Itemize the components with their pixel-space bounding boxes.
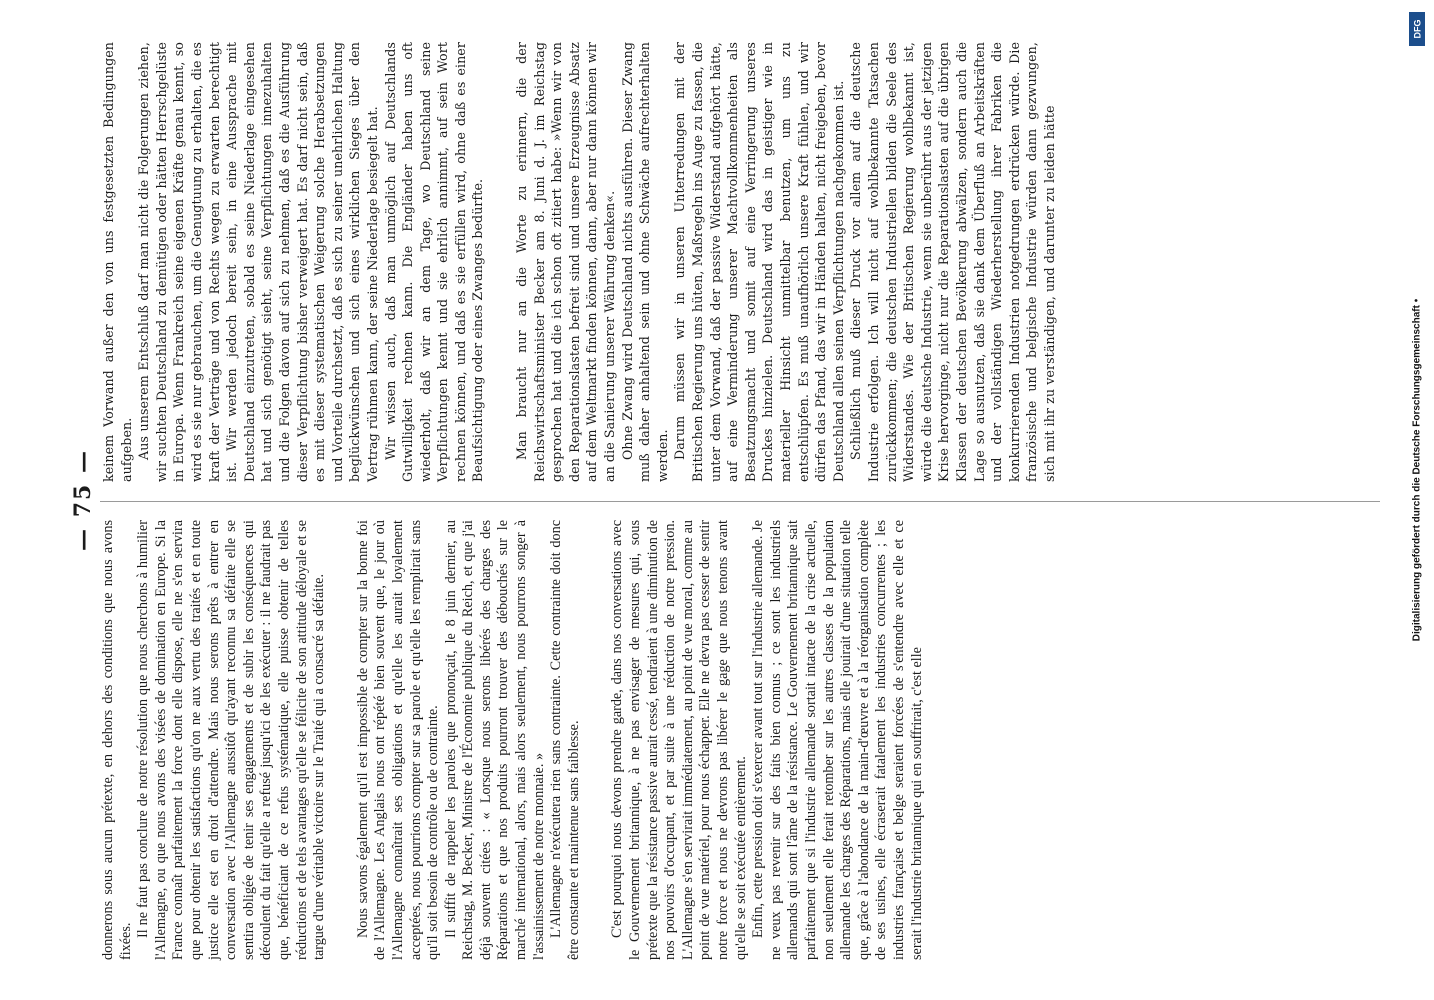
dfg-logo-text: DFG [1412, 19, 1422, 39]
german-paragraph: Schließlich muß dieser Druck vor allem auf die deutsche Industrie erfolgen. Ich will nicht auf wohlbekannte Tatsachen zurückkommen; die deutschen Industriellen bilden die Seele des Widerstandes. Wie der Britischen Regierung wohlbekannt ist, würde die deutsche Industrie, wenn sie unberührt aus der jetzigen Krise hervorginge, nicht nur die Reparationslasten auf die übrigen Klassen der deutschen Bevölkerung abwälzen, sondern auch die Lage so ausnutzen, daß sie dank dem Überfluß an Arbeitskräften und der vollständigen Wiederherstellung ihrer Fabriken die konkurrierenden Industrien notgedrungen erdrücken würde. Die französische und belgische Industrie würden dann gezwungen, sich mit ihr zu verständigen, und darunter zu leiden hätte [848, 42, 1057, 482]
french-paragraph: Nous savons également qu'il est impossible de compter sur la bonne foi de l'Allemagne. Les Anglais nous ont répété bien souvent que, le jour où l'Allemagne connaîtrait ses obligations et qu'elle les aurait loyalement acceptées, nous pourrions compter sur sa parole et qu'elle les remplirait sans qu'il soit besoin de contrôle ou de contrainte. [354, 520, 442, 960]
french-paragraph: Il ne faut pas conclure de notre résolution que nous cherchons à humilier l'Allemagne, ou que nous avons des visées de domination en Europe. Si la France connaît parfaitement la force dont elle dispose, elle ne s'en servira que pour obtenir les satisfactions qu'on ne aux vertu des traités et en toute justice elle est en droit d'attendre. Mais nous serons prêts à entrer en conversation avec l'Allemagne aussitôt qu'ayant reconnu sa défaite elle se sentira obligée de tenir ses engagements et de subir les conséquences qui découlent du fait qu'elle a refusé jusqu'ici de les exécuter : il ne faudrait pas que, bénéficiant de ce refus systématique, elle puisse obtenir de telles réductions et de tels avantages qu'elle se félicite de son attitude déloyale et se targue d'une véritable victoire sur le Traité qui a consacré sa défaite. [135, 520, 328, 960]
french-paragraph: Il suffit de rappeler les paroles que prononçait, le 8 juin dernier, au Reichstag, M. Becker, Ministre de l'Économie publique du Reich, et que j'ai déjà souvent citées : « Lorsque nous serons libérés des charges des Réparations et que nos produits pourront trouver des débouchés sur le marché international, alors, mais alors seulement, nous pourrons songer à l'assainissement de notre monnaie. » [442, 520, 547, 960]
page-number: — 75 — [70, 449, 96, 551]
french-paragraph: L'Allemagne n'exécutera rien sans contrainte. Cette contrainte doit donc être constante et maintenue sans faiblesse. [548, 520, 582, 960]
german-paragraph: keinem Vorwand außer den von uns festgesetzten Bedingungen aufgeben. [101, 42, 134, 482]
french-column [100, 520, 926, 960]
digitization-credit-text: Digitalisierung gefördert durch die Deutsche Forschungsgemeinschaft • [1411, 298, 1423, 642]
french-paragraph: donnerons sous aucun prétexte, en dehors des conditions que nous avons fixées. [100, 520, 134, 960]
column-divider [100, 501, 1380, 502]
french-paragraph: Enfin, cette pression doit s'exercer avant tout sur l'industrie allemande. Je ne veux pas revenir sur des faits bien connus ; ce sont les industriels allemands qui sont l'âme de la résistance. Le Gouvernement britannique sait parfaitement que si l'industrie allemande sortait intacte de la crise actuelle, non seulement elle ferait retomber sur les autres classes de la population allemande les charges des Réparations, mais elle jouirait d'une situation telle que, grâce à l'abondance de la main-d'œuvre et à la réorganisation complète de ses usines, elle écraserait fatalement les industries concurrentes ; les industries française et belge seraient forcées de s'entendre avec elle et ce serait l'industrie britannique qui en souffrirait, c'est elle [750, 520, 925, 960]
german-paragraph: Man braucht nur an die Worte zu erinnern, die der Reichswirtschaftsminister Becker am 8. Juni d. J. im Reichstag gesprochen hat und die ich schon oft zitiert habe: »Wenn wir von den Reparationslasten befreit sind und unsere Erzeugnisse Absatz auf dem Weltmarkt finden können, dann, aber nur dann können wir an die Sanierung unserer Währung denken«. [514, 42, 618, 482]
german-paragraph: Aus unserem Entschluß darf man nicht die Folgerungen ziehen, wir suchten Deutschland zu demütigen oder hätten Herrschgelüste in Europa. Wenn Frankreich seine eigenen Kräfte genau kennt, so wird es sie nur gebrauchen, um die Genugtuung zu erhalten, die es kraft der Verträge und von Rechts wegen zu erwarten berechtigt ist. Wir werden jedoch bereit sein, in eine Aussprache mit Deutschland einzutreten, sobald es seine Niederlage eingesehen hat und sich genötigt sieht, seine Verpflichtungen innezuhalten und die Folgen davon auf sich zu nehmen, daß es die Ausführung dieser Verpflichtung bisher verweigert hat. Es darf nicht sein, daß es mit dieser systematischen Weigerung solche Herabsetzungen und Vorteile durchsetzt, daß es sich zu seiner unehrlichen Haltung beglückwünschen und sich eines wirklichen Sieges über den Vertrag rühmen kann, der seine Niederlage besiegelt hat. [136, 42, 380, 482]
german-column [100, 42, 1058, 482]
german-paragraph: Ohne Zwang wird Deutschland nichts ausführen. Dieser Zwang muß daher anhaltend sein und ohne Schwäche aufrechterhalten werden. [619, 42, 670, 482]
german-paragraph: Wir wissen auch, daß man unmöglich auf Deutschlands Gutwilligkeit rechnen kann. Die Engländer haben uns oft wiederholt, daß wir an dem Tage, wo Deutschland seine Verpflichtungen kennt und sie ehrlich annimmt, auf sein Wort rechnen können, und daß es sie erfüllen wird, ohne daß es einer Beaufsichtigung oder eines Zwanges bedürfte. [382, 42, 486, 482]
french-paragraph: C'est pourquoi nous devons prendre garde, dans nos conversations avec le Gouvernement britannique, à ne pas envisager de mesures qui, sous prétexte que la résistance passive aurait cessé, tendraient à une diminution de nos pouvoirs d'occupant, et par suite à une réduction de notre pression. L'Allemagne s'en servirait immédiatement, au point de vue moral, comme au point de vue matériel, pour nous échapper. Elle ne devra pas cesser de sentir notre force et nous ne devrons pas libérer le gage que nous tenons avant qu'elle se soit exécutée entièrement. [609, 520, 749, 960]
digitization-credit [1402, 0, 1432, 1000]
dfg-logo [1409, 12, 1425, 46]
german-paragraph: Darum müssen wir in unseren Unterredungen mit der Britischen Regierung uns hüten, Maßregeln ins Auge zu fassen, die unter dem Vorwand, daß der passive Widerstand aufgehört hätte, auf eine Verminderung unserer Machtvollkommenheiten als Besatzungsmacht und somit auf eine Verringerung unseres Druckes hinzielen. Deutschland wird das in geistiger wie in materieller Hinsicht unmittelbar benutzen, um uns zu entschlüpfen. Es muß unaufhörlich unsere Kraft fühlen, und wir dürfen das Pfand, das wir in Händen halten, nicht freigeben, bevor Deutschland allen seinen Verpflichtungen nachgekommen ist. [672, 42, 846, 482]
